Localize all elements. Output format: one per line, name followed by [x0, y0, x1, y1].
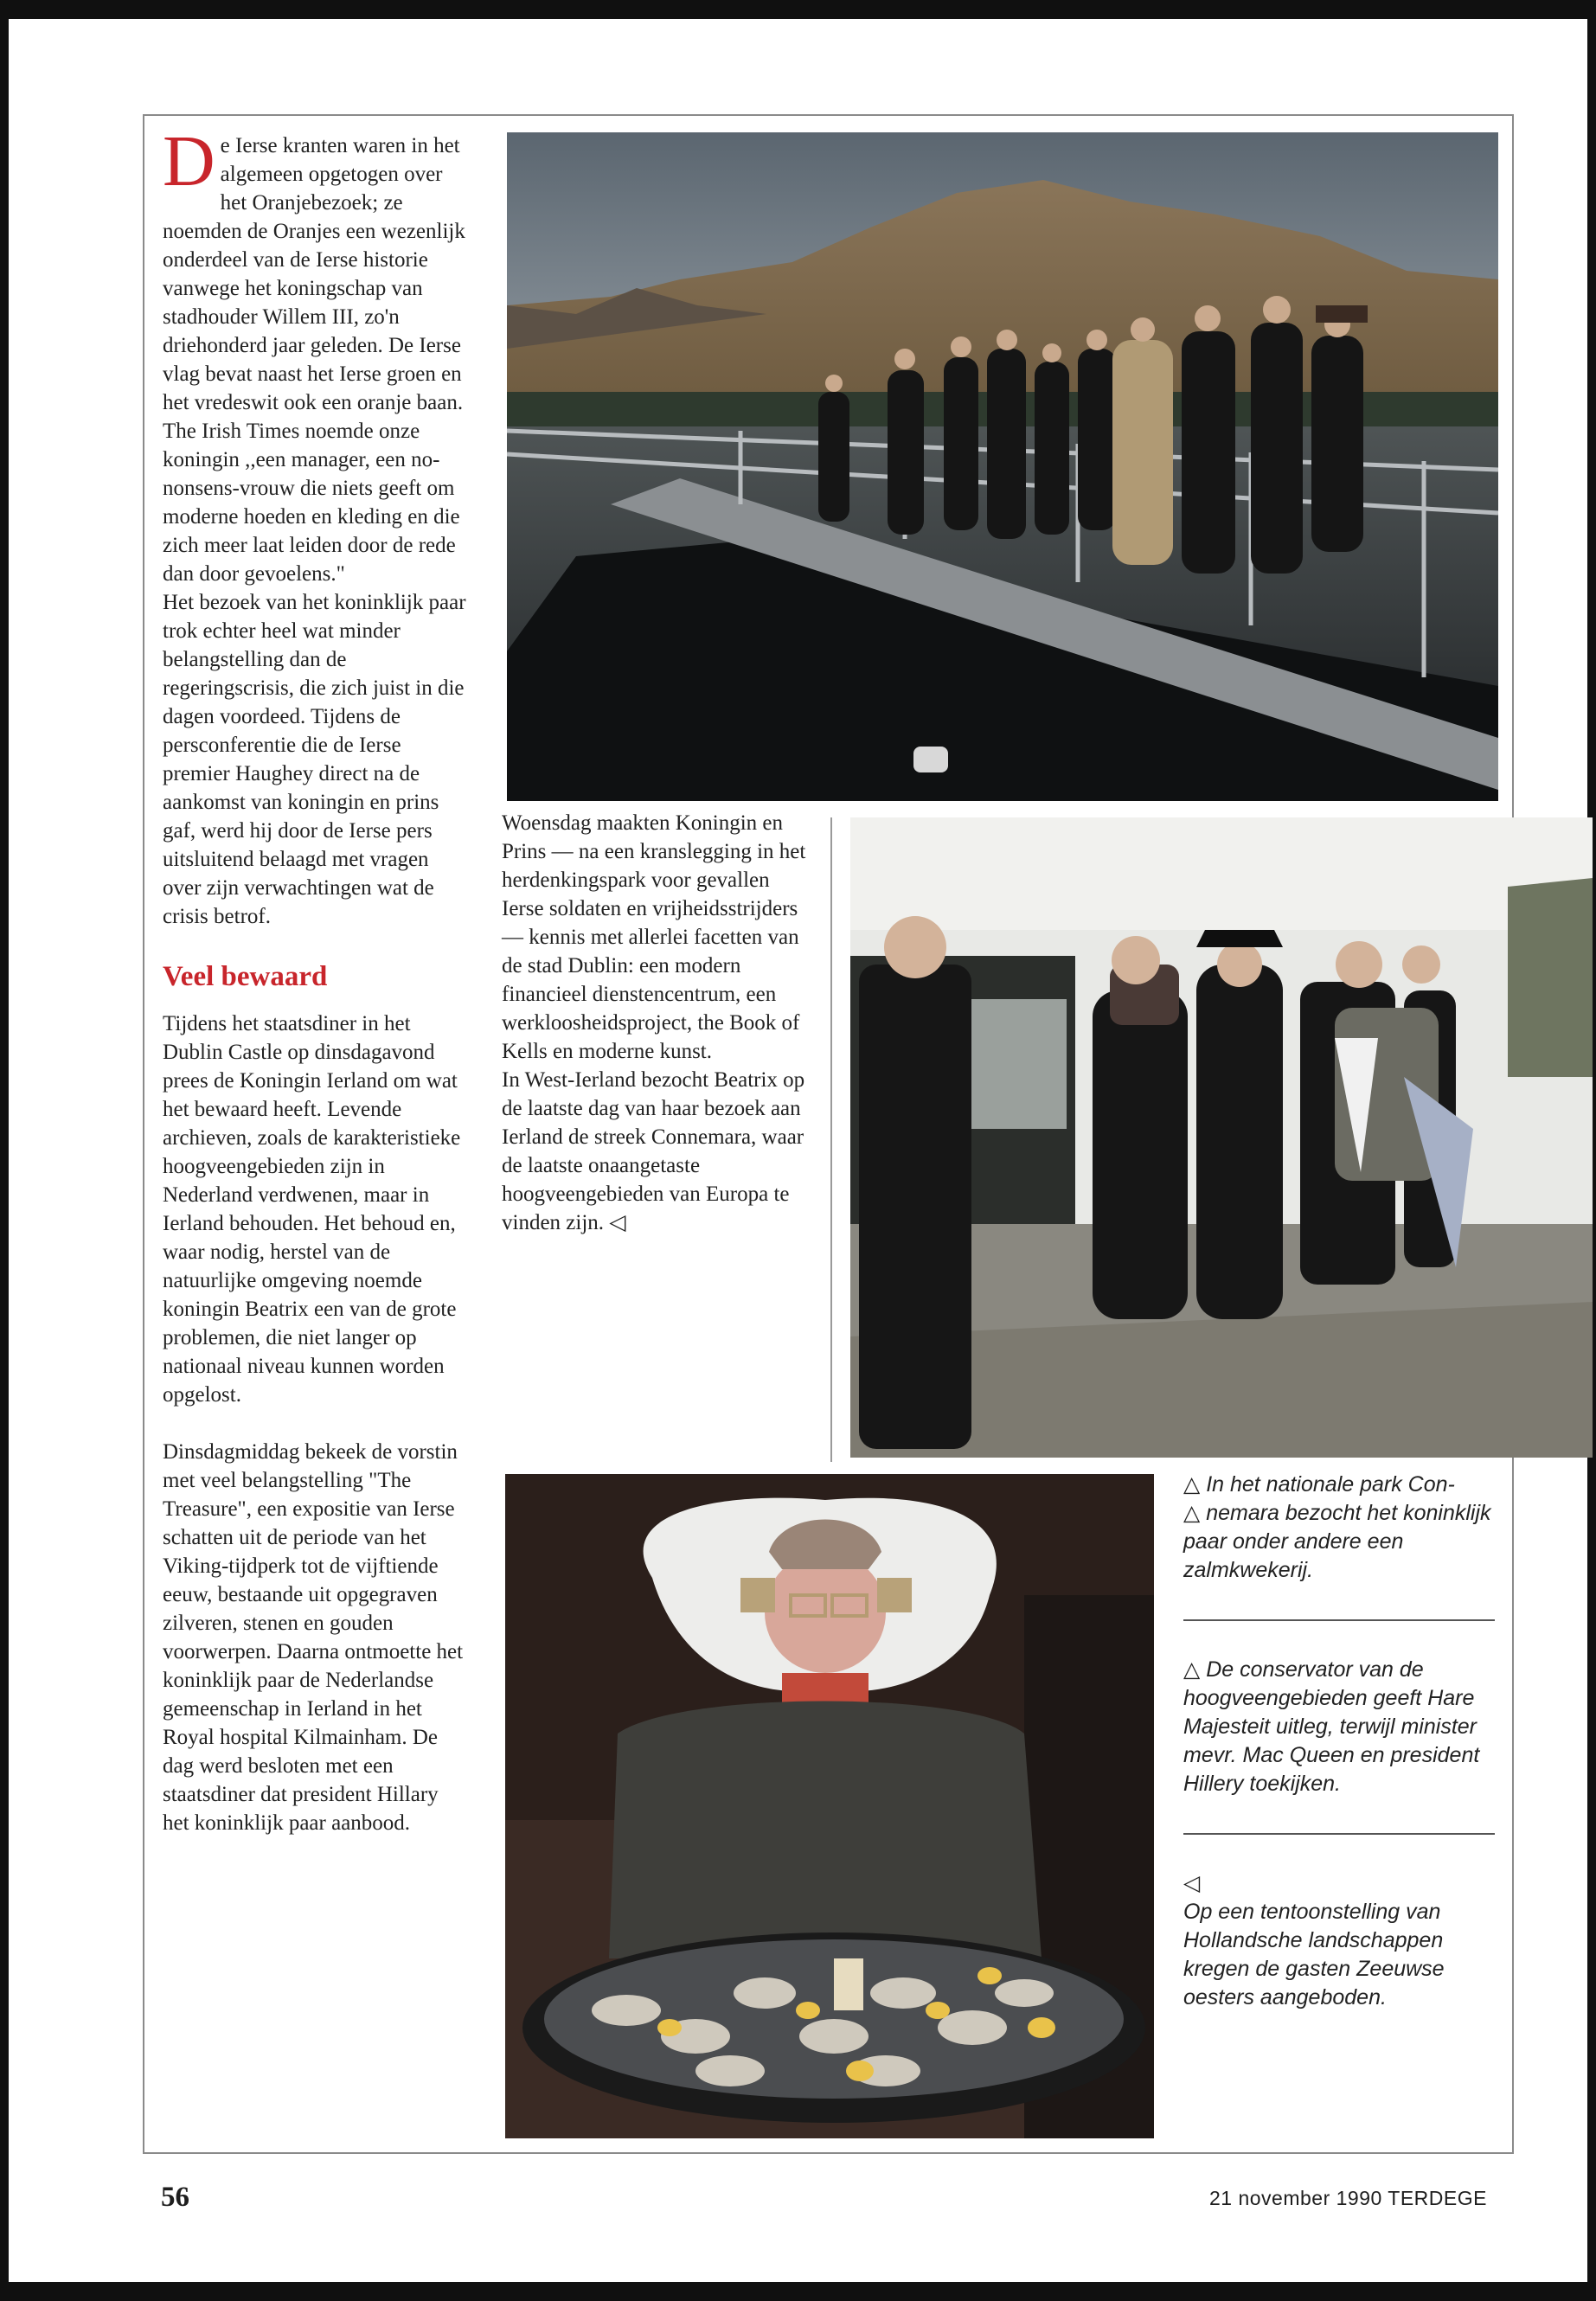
caption-divider — [1183, 1833, 1495, 1835]
caption-salmon-farm: △ In het nationale park Con- △ nemara bezocht het koninklijk paar onder andere een zalmkwekerij. — [1183, 1472, 1491, 1582]
up-triangle-icon: △ — [1183, 1657, 1201, 1682]
caption-block — [1183, 1471, 1497, 2012]
article-paragraph-2: Het bezoek van het koninklijk paar trok echter heel wat minder belangstelling dan de regeringscrisis, die zich juist in die dagen voordeed. Tijdens de persconferentie die de Ierse premier Haughey direct na de aankomst van koningin en prins gaf, werd hij door de Ierse pers uitsluitend belaagd met vragen over zijn verwachtingen wat de crisis betrof. — [163, 591, 466, 928]
scan-border-left — [0, 0, 9, 2301]
drop-cap: D — [163, 121, 215, 202]
article-column-2 — [502, 809, 813, 1266]
left-triangle-icon: ◁ — [1183, 1871, 1201, 1895]
page-number: 56 — [161, 2182, 189, 2213]
caption-divider — [1183, 1619, 1495, 1621]
scan-border-top — [0, 0, 1596, 19]
photo-oyster-tray — [505, 1474, 1154, 2138]
photo-salmon-farm — [507, 132, 1498, 801]
photo-conservator-group — [850, 817, 1593, 1458]
article-paragraph-5: Woensdag maakten Koningin en Prins — na een kranslegging in het herdenkingspark voor gevallen Ierse soldaten en vrijheidsstrijders — kennis met allerlei facetten van de stad Dublin: een modern financieel dienstencentrum, een werkloosheidsproject, the Book of Kells en moderne kunst. — [502, 811, 806, 1063]
caption-conservator: △ De conservator van de hoogveengebieden geeft Hare Majesteit uitleg, terwijl minister mevr. Mac Queen en president Hillery toekijken. — [1183, 1657, 1480, 1796]
up-triangle-icon: △ — [1183, 1472, 1201, 1497]
caption-oysters: ◁ Op een tentoonstelling van Hollandsche landschappen kregen de gasten Zeeuwse oesters aangeboden. — [1183, 1871, 1445, 2009]
scan-border-bottom — [0, 2282, 1596, 2301]
end-mark-icon: ◁ — [609, 1211, 626, 1234]
up-triangle-icon: △ — [1183, 1501, 1201, 1525]
article-paragraph-4: Dinsdagmiddag bekeek de vorstin met veel belangstelling "The Treasure", een expositie van Ierse schatten uit de periode van het Viking-tijdperk tot de vijftiende eeuw, bestaande uit opgegraven zilveren, stenen en gouden voorwerpen. Daarna ontmoette het koninklijk paar de Nederlandse gemeenschap in Ierland in het Royal hospital Kilmainham. De dag werd besloten met een staatsdiner dat president Hillary het koninklijk paar aanbood. — [163, 1440, 464, 1835]
issue-line: 21 november 1990 TERDEGE — [1209, 2187, 1487, 2209]
section-subhead: Veel bewaard — [163, 961, 328, 992]
article-paragraph-3: Tijdens het staatsdiner in het Dublin Castle op dinsdagavond prees de Koningin Ierland om wat het bewaard heeft. Levende archieven, zoals de karakteristieke hoogveengebieden zijn in Nederland verdwenen, maar in Ierland behouden. Het behoud en, waar nodig, herstel van de natuurlijke omgeving noemde koningin Beatrix een van de grote problemen, die niet langer op nationaal niveau kunnen worden opgelost. — [163, 1012, 461, 1407]
article-paragraph-6: In West-Ierland bezocht Beatrix op de laatste dag van haar bezoek aan Ierland de streek Connemara, waar de laatste onaangetaste hoogveengebieden van Europa te vinden zijn. ◁ — [502, 1068, 805, 1234]
column-divider — [830, 817, 832, 1462]
article-column-1 — [163, 121, 467, 1866]
article-paragraph-1: De Ierse kranten waren in het algemeen opgetogen over het Oranjebezoek; ze noemden de Oranjes een wezenlijk onderdeel van de Ierse historie vanwege het koningschap van stadhouder Willem III, zo'n driehonderd jaar geleden. De Ierse vlag bevat naast het Ierse groen en het vredeswit ook een oranje baan. The Irish Times noemde onze koningin ,,een manager, een no-nonsens-vrouw die niets geeft om moderne hoeden en kleding en die zich meer laat leiden door de rede dan door gevoelens." Het bezoek van het koninklijk paar trok echter heel wat minder belangstelling dan de regeringscrisis, die zich juist in die dagen voordeed. Tijdens de persconferentie die de Ierse premier Haughey direct na de aankomst van koningin en prins gaf, werd hij door de Ierse pers uitsluitend belaagd met vragen over zijn verwachtingen wat de crisis betrof. — [163, 121, 466, 928]
